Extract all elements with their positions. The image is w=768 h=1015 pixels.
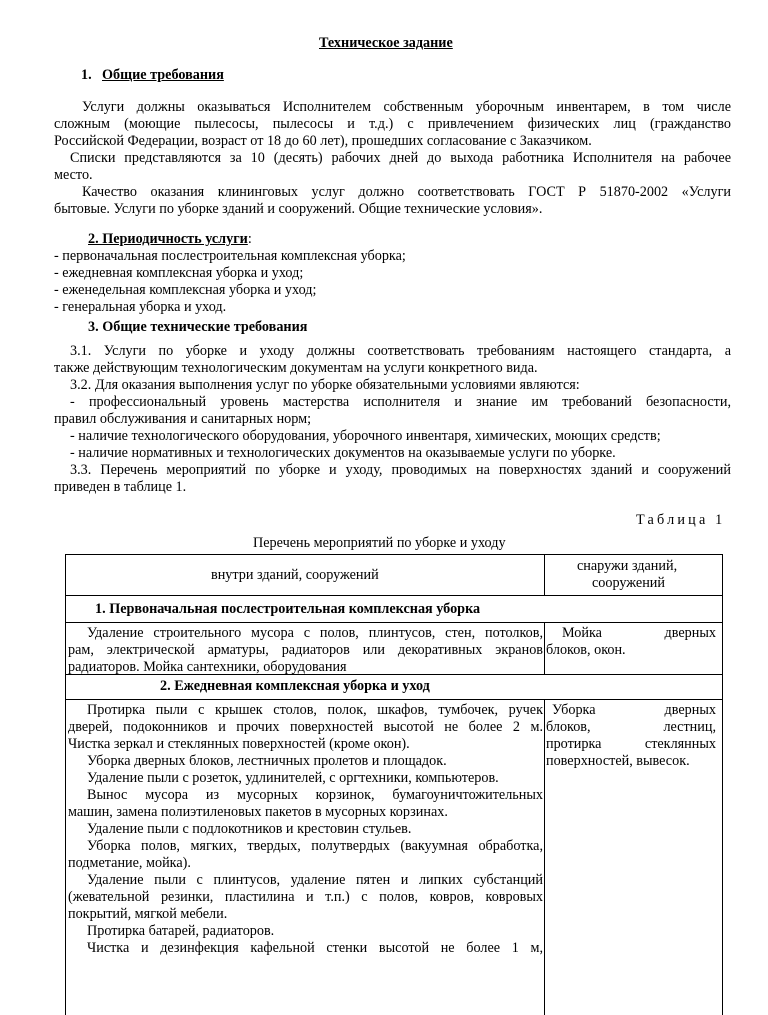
table-section-1-inside-line: радиаторов. Мойка сантехники, оборудования xyxy=(68,659,347,675)
section-3-line: - профессиональный уровень мастерства исполнителя и знание им требований безопасности, xyxy=(70,394,731,410)
table-section-2-outside-line: протирка стеклянных xyxy=(546,736,716,752)
section-3-line: 3.3. Перечень мероприятий по уборке и уходу, проводимых на поверхностях зданий и сооружений xyxy=(70,462,731,478)
section-2-heading-text: 2. Периодичность услуги xyxy=(88,231,248,247)
section-3-line: 3.2. Для оказания выполнения услуг по уборке обязательными условиями являются: xyxy=(70,377,580,393)
section-3-heading: 3. Общие технические требования xyxy=(88,319,308,335)
section-1-line: сложным (моющие пылесосы, пылесосы и т.д.) с привлечением физических лиц (гражданство xyxy=(54,116,731,132)
table-section-1-rule xyxy=(66,622,722,623)
table-section-2-outside-line: Уборка дверных xyxy=(552,702,716,718)
table-header-rule xyxy=(66,595,722,596)
table-column-divider xyxy=(544,699,545,1015)
table-section-2-inside-line: Удаление пыли с подлокотников и крестовин стульев. xyxy=(87,821,412,837)
table-section-2-inside-line: Чистка зеркал и стеклянных поверхностей (кроме окон). xyxy=(68,736,410,752)
table-section-2-inside-line: машин, замена полиэтиленовых пакетов в мусорных корзинах. xyxy=(68,804,448,820)
section-1-line: Услуги должны оказываться Исполнителем собственным уборочным инвентарем, в том числе xyxy=(82,99,731,115)
section-1-number: 1. xyxy=(81,67,92,83)
section-2-item: - генеральная уборка и уход. xyxy=(54,299,227,315)
section-3-line: правил обслуживания и санитарных норм; xyxy=(54,411,312,427)
table-section-2-heading: 2. Ежедневная комплексная уборка и уход xyxy=(160,678,430,694)
section-1-line: Российской Федерации, возраст от 18 до 60 лет), прошедших согласование с Заказчиком. xyxy=(54,133,592,149)
section-2-heading xyxy=(88,231,252,248)
section-2-item: - еженедельная комплексная уборка и уход; xyxy=(54,282,317,298)
table-column-divider xyxy=(544,622,545,674)
table-section-2-inside-line: подметание, мойка). xyxy=(68,855,191,871)
table-section-2-inside-line: Вынос мусора из мусорных корзинок, бумагоуничтожительных xyxy=(87,787,543,803)
table-section-1-outside-line: Мойка дверных xyxy=(562,625,716,641)
table-column-divider xyxy=(544,555,545,595)
table-header-outside: снаружи зданий, xyxy=(577,558,678,574)
section-1-line: Списки представляются за 10 (десять) рабочих дней до выхода работника Исполнителя на рабочее xyxy=(70,150,731,166)
section-2-item: - первоначальная послестроительная комплексная уборка; xyxy=(54,248,406,264)
table-section-2-inside-line: дверей, подоконников и прочих поверхностей высотой не более 2 м. xyxy=(68,719,543,735)
table-caption: Перечень мероприятий по уборке и уходу xyxy=(253,535,506,551)
section-3-line: приведен в таблице 1. xyxy=(54,479,187,495)
table-section-1-inside-line: Удаление строительного мусора с полов, плинтусов, стен, потолков, xyxy=(87,625,543,641)
document-title: Техническое задание xyxy=(319,35,453,51)
section-2-heading-colon: : xyxy=(247,231,252,247)
table-label: Таблица 1 xyxy=(636,512,726,528)
section-1-line: бытовые. Услуги по уборке зданий и сооружений. Общие технические условия». xyxy=(54,201,543,217)
table-section-2-inside-line: покрытий, мягкой мебели. xyxy=(68,906,228,922)
table-section-2-outside-line: поверхностей, вывесок. xyxy=(546,753,690,769)
section-3-line: 3.1. Услуги по уборке и уходу должны соответствовать требованиям настоящего стандарта, а xyxy=(70,343,731,359)
section-1-heading: Общие требования xyxy=(102,67,224,83)
section-3-line: также действующим технологическим документам на услуги конкретного вида. xyxy=(54,360,538,376)
table-section-2-outside-line: блоков, лестниц, xyxy=(546,719,716,735)
section-3-line: - наличие технологического оборудования, уборочного инвентаря, химических, моющих средств; xyxy=(70,428,661,444)
table-section-2-inside-line: Удаление пыли с плинтусов, удаление пятен и липких субстанций xyxy=(87,872,543,888)
section-2-item: - ежедневная комплексная уборка и уход; xyxy=(54,265,304,281)
table-section-2-inside-line: Протирка батарей, радиаторов. xyxy=(87,923,275,939)
table-header-inside: внутри зданий, сооружений xyxy=(211,567,379,583)
table-section-2-inside-line: Протирка пыли с крышек столов, полок, шкафов, тумбочек, ручек xyxy=(87,702,543,718)
table-section-2-inside-line: Удаление пыли с розеток, удлинителей, с оргтехники, компьютеров. xyxy=(87,770,499,786)
table-section-2-inside-line: (жевательной резинки, пластилина и т.п.) с полов, ковров, ковровых xyxy=(68,889,543,905)
table-section-2-inside-line: Чистка и дезинфекция кафельной стенки высотой не более 1 м, xyxy=(87,940,543,956)
table-section-1-heading: 1. Первоначальная послестроительная комплексная уборка xyxy=(95,601,481,617)
table-section-2-inside-line: Уборка полов, мягких, твердых, полутвердых (вакуумная обработка, xyxy=(87,838,543,854)
section-1-line: Качество оказания клининговых услуг должно соответствовать ГОСТ Р 51870-2002 «Услуги xyxy=(82,184,731,200)
table-section-2-inside-line: Уборка дверных блоков, лестничных пролетов и площадок. xyxy=(87,753,447,769)
section-1-line: место. xyxy=(54,167,93,183)
table-section-1-inside-line: рам, электрической арматуры, радиаторов или декоративных экранов xyxy=(68,642,543,658)
table-section-1-outside-line: блоков, окон. xyxy=(546,642,626,658)
section-3-line: - наличие нормативных и технологических документов на оказываемые услуги по уборке. xyxy=(70,445,616,461)
table-section-2-rule xyxy=(66,699,722,700)
table-header-outside: сооружений xyxy=(592,575,665,591)
